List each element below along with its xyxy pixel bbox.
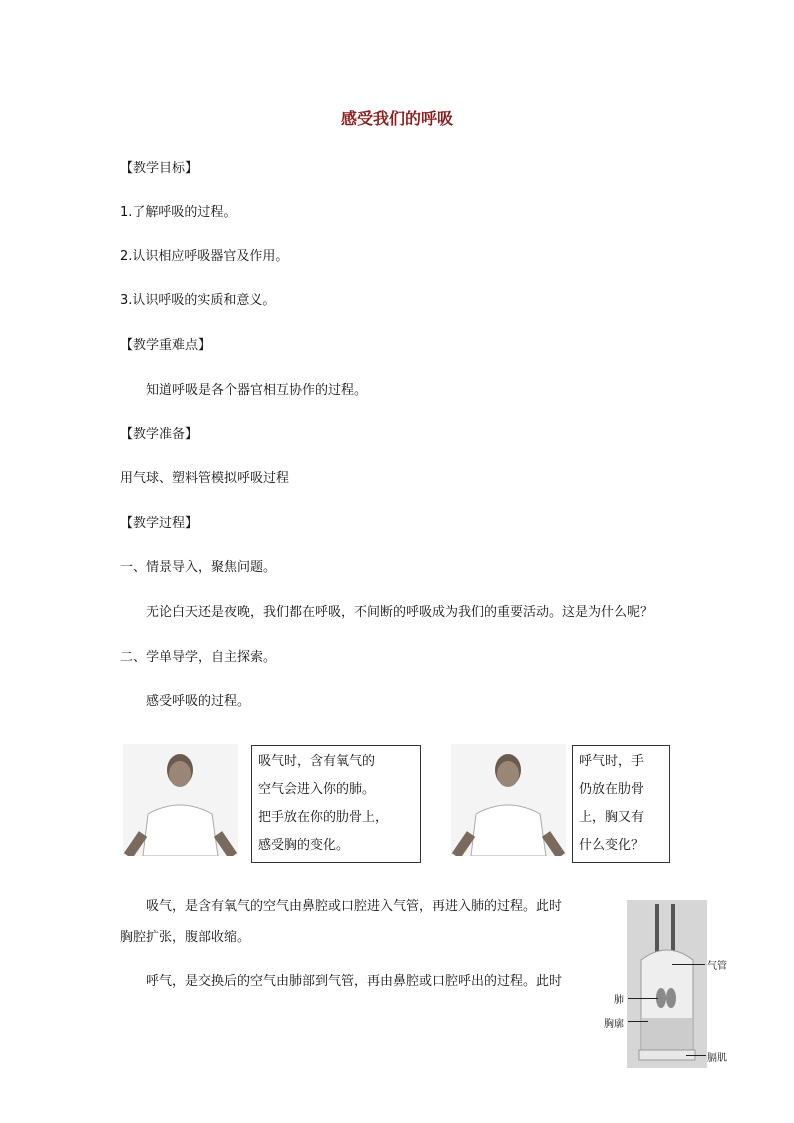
process-heading: 【教学过程】: [120, 516, 199, 531]
prep-text: 用气球、塑料管模拟呼吸过程: [120, 471, 290, 486]
diaphragm-pointer: [686, 1055, 706, 1056]
prep-heading: 【教学准备】: [120, 427, 199, 442]
goal-item: 1.了解呼吸的过程。: [120, 205, 237, 220]
exhale-text-box: [572, 745, 670, 863]
inhale-box-line: 吸气时，含有氧气的: [258, 754, 376, 769]
exhale-student-photo: [451, 744, 566, 856]
step1-title: 一、情景导入，聚焦问题。: [120, 560, 277, 575]
chest-label: 胸廓: [604, 1019, 624, 1030]
page-title: 感受我们的呼吸: [340, 109, 453, 128]
key-text: 知道呼吸是各个器官相互协作的过程。: [146, 383, 368, 398]
inhale-box-line: 感受胸的变化。: [258, 838, 350, 853]
inhale-paragraph-line: 吸气，是含有氧气的空气由鼻腔或口腔进入气管，再进入肺的过程。此时: [146, 899, 563, 914]
inhale-paragraph-line: 胸腔扩张，腹部收缩。: [120, 930, 251, 945]
inhale-student-photo: [123, 744, 238, 856]
diaphragm-label: 膈肌: [707, 1053, 727, 1064]
step2-text: 感受呼吸的过程。: [146, 694, 251, 709]
trachea-pointer: [672, 964, 705, 965]
exhale-box-line: 呼气时，手: [579, 754, 645, 769]
chest-pointer: [628, 1021, 648, 1022]
step1-text: 无论白天还是夜晚，我们都在呼吸，不间断的呼吸成为我们的重要活动。这是为什么呢？: [146, 605, 654, 620]
goals-heading: 【教学目标】: [120, 161, 199, 176]
lung-label: 肺: [614, 995, 624, 1006]
exhale-box-line: 什么变化？: [579, 838, 645, 853]
key-heading: 【教学重难点】: [120, 338, 212, 353]
trachea-label: 气管: [707, 961, 727, 972]
inhale-box-line: 空气会进入你的肺。: [258, 782, 376, 797]
exhale-box-line: 仍放在肋骨: [579, 782, 645, 797]
breathing-model-photo: [627, 900, 707, 1068]
exhale-box-line: 上，胸又有: [579, 810, 645, 825]
inhale-box-line: 把手放在你的肋骨上，: [258, 810, 389, 825]
lung-pointer: [628, 998, 658, 999]
inhale-text-box: [251, 745, 421, 863]
step2-title: 二、学单导学，自主探索。: [120, 650, 277, 665]
exhale-paragraph-line: 呼气，是交换后的空气由肺部到气管，再由鼻腔或口腔呼出的过程。此时: [146, 974, 563, 989]
goal-item: 2.认识相应呼吸器官及作用。: [120, 249, 289, 264]
goal-item: 3.认识呼吸的实质和意义。: [120, 293, 276, 308]
